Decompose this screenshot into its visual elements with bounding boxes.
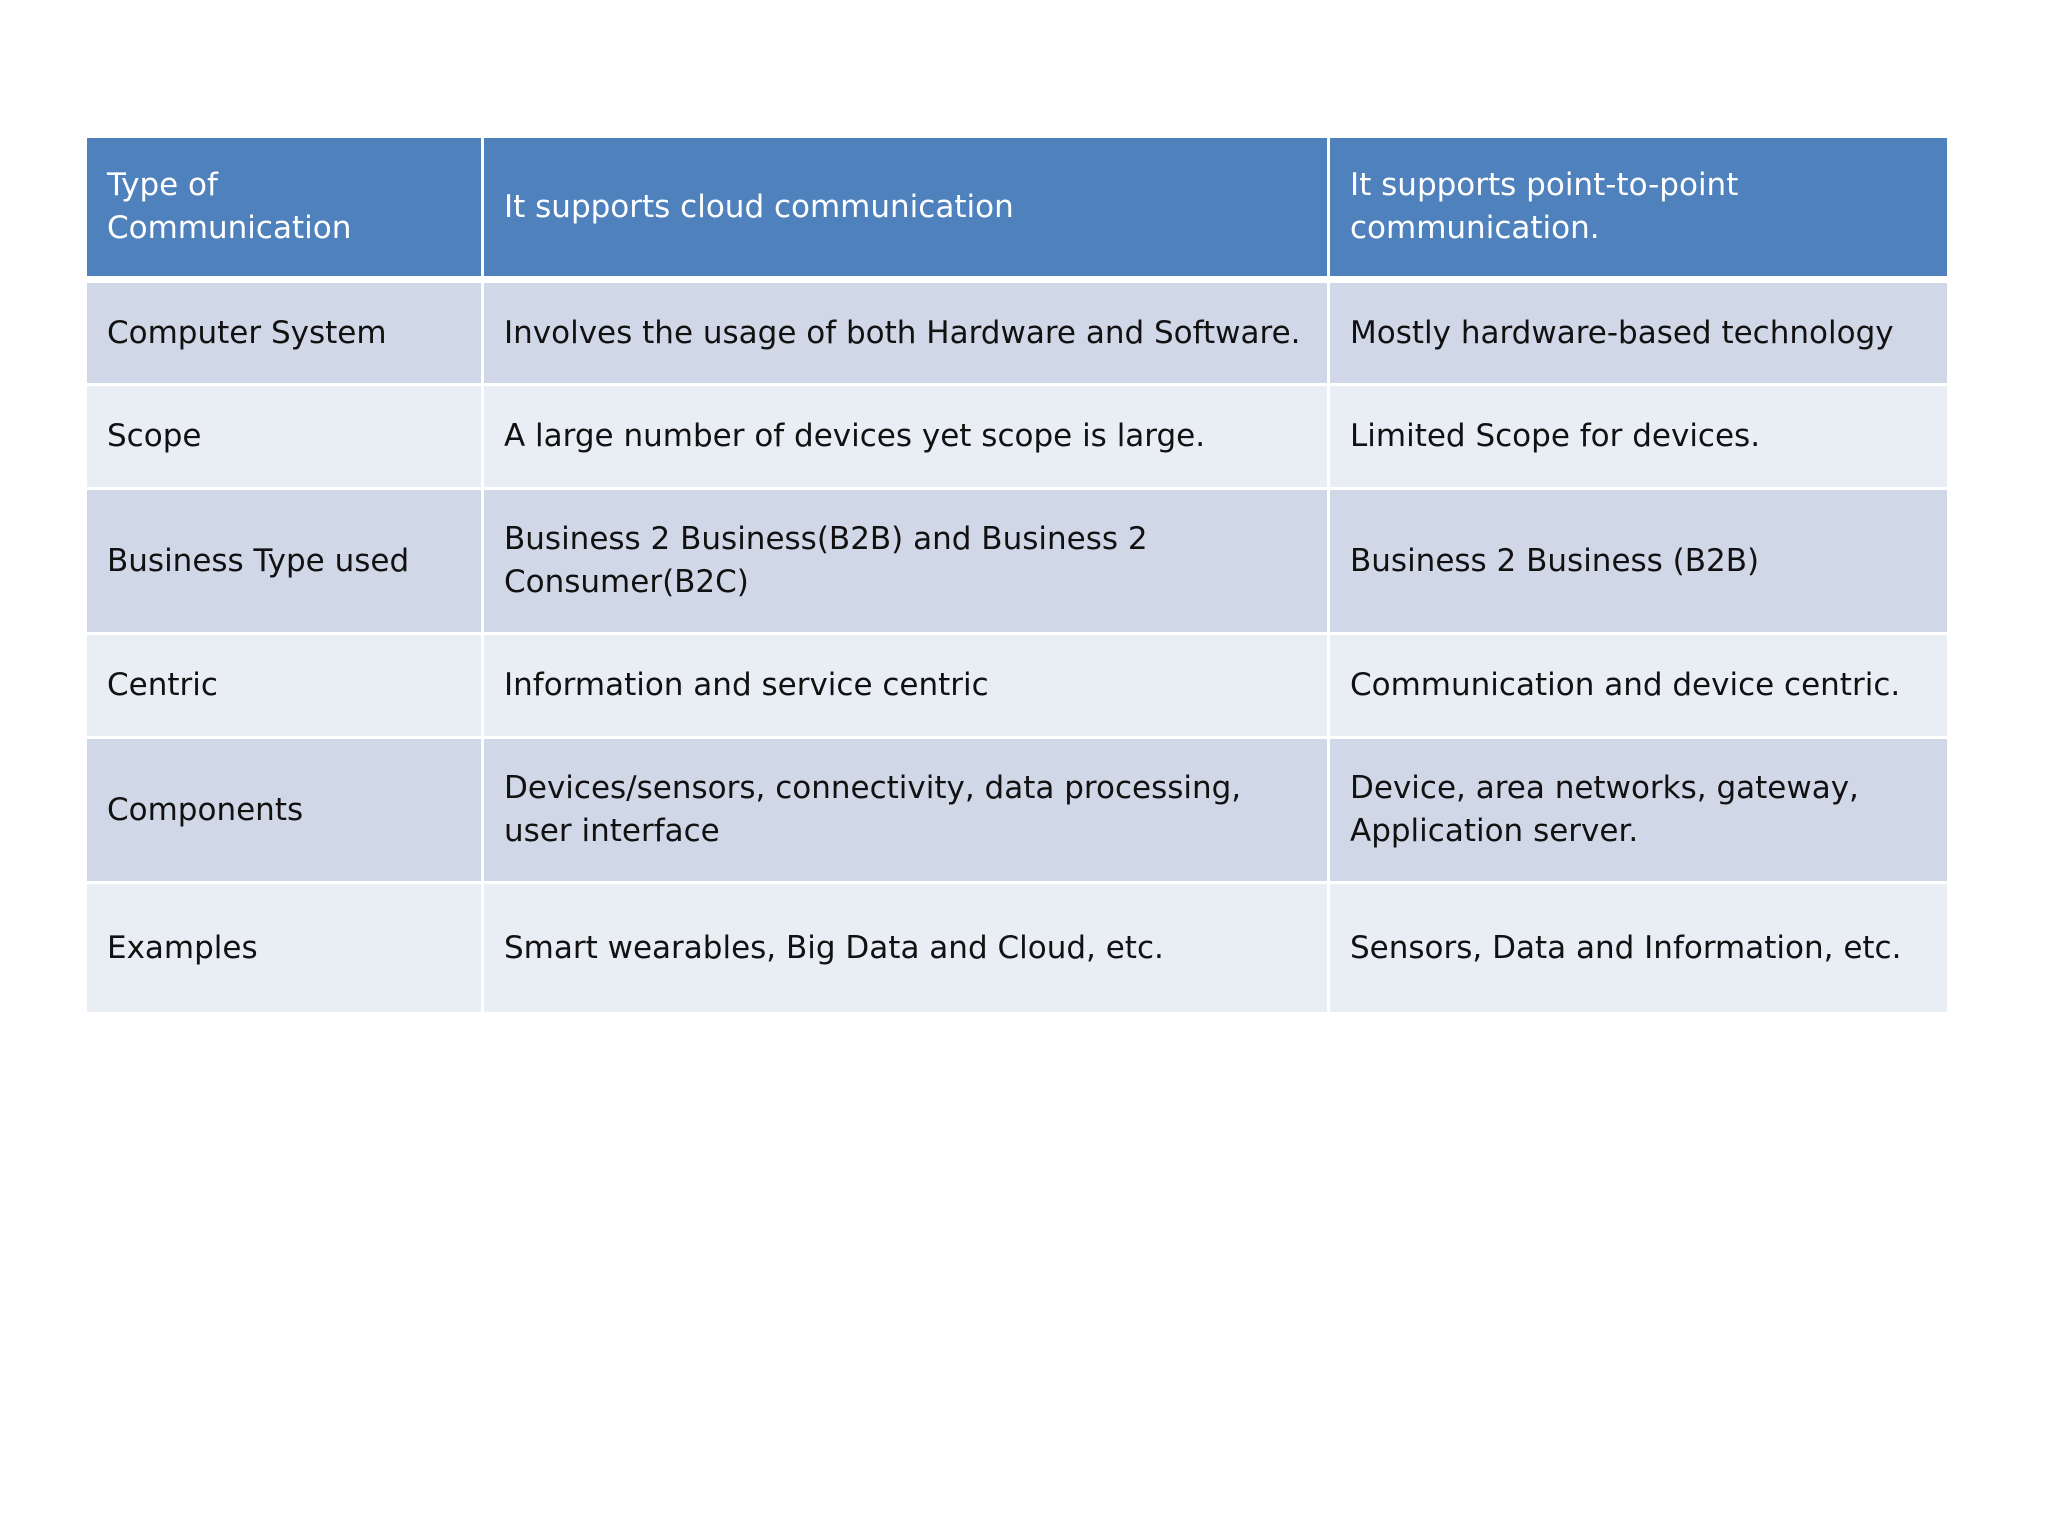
row-label: Components <box>87 739 484 884</box>
cell-cloud: Involves the usage of both Hardware and Software. <box>484 283 1330 386</box>
table-header <box>87 138 1947 283</box>
table-row <box>87 635 1947 739</box>
row-label: Examples <box>87 884 484 1012</box>
cell-point-to-point: Mostly hardware-based technology <box>1330 283 1947 386</box>
table-row <box>87 283 1947 386</box>
header-cloud-communication: It supports cloud communication <box>484 138 1330 283</box>
row-label: Computer System <box>87 283 484 386</box>
table-row <box>87 739 1947 884</box>
row-label: Scope <box>87 386 484 490</box>
cell-point-to-point: Device, area networks, gateway, Application server. <box>1330 739 1947 884</box>
cell-cloud: Devices/sensors, connectivity, data processing, user interface <box>484 739 1330 884</box>
cell-cloud: A large number of devices yet scope is large. <box>484 386 1330 490</box>
cell-cloud: Information and service centric <box>484 635 1330 739</box>
comparison-table <box>87 138 1947 1012</box>
row-label: Centric <box>87 635 484 739</box>
cell-point-to-point: Communication and device centric. <box>1330 635 1947 739</box>
cell-cloud: Smart wearables, Big Data and Cloud, etc. <box>484 884 1330 1012</box>
row-label: Business Type used <box>87 490 484 635</box>
header-row <box>87 138 1947 283</box>
cell-cloud: Business 2 Business(B2B) and Business 2 Consumer(B2C) <box>484 490 1330 635</box>
header-type-of-communication: Type of Communication <box>87 138 484 283</box>
table-row <box>87 884 1947 1012</box>
table-row <box>87 386 1947 490</box>
table-body <box>87 283 1947 1012</box>
header-point-to-point: It supports point-to-point communication. <box>1330 138 1947 283</box>
cell-point-to-point: Limited Scope for devices. <box>1330 386 1947 490</box>
table-row <box>87 490 1947 635</box>
cell-point-to-point: Sensors, Data and Information, etc. <box>1330 884 1947 1012</box>
cell-point-to-point: Business 2 Business (B2B) <box>1330 490 1947 635</box>
